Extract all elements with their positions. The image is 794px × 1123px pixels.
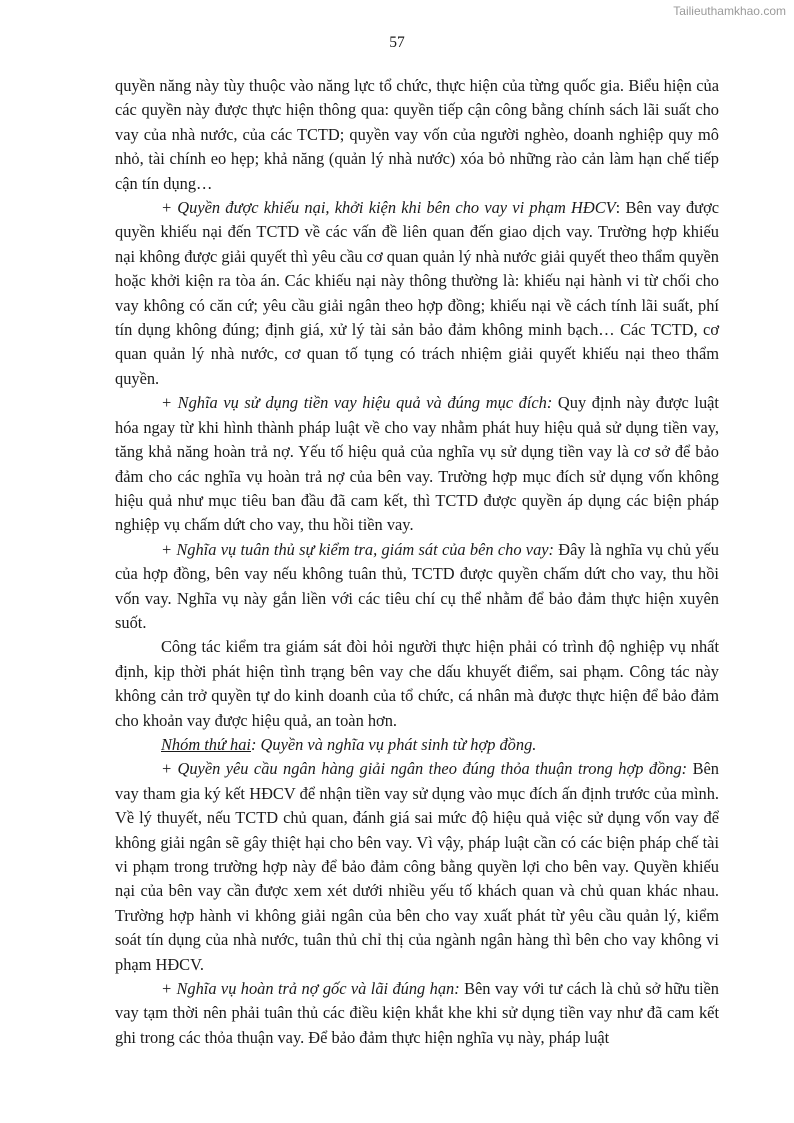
document-body [115, 74, 719, 1050]
paragraph-7 [115, 757, 719, 977]
paragraph-3 [115, 391, 719, 537]
watermark: Tailieuthamkhao.com [673, 4, 786, 18]
paragraph-3-heading: + Nghĩa vụ sử dụng tiền vay hiệu quả và đúng mục đích: [161, 393, 553, 413]
section-label: Nhóm thứ hai [161, 734, 251, 754]
paragraph-2-heading: + Quyền được khiếu nại, khởi kiện khi bên cho vay vi phạm HĐCV [161, 198, 616, 218]
paragraph-1: quyền năng này tùy thuộc vào năng lực tổ chức, thực hiện của từng quốc gia. Biểu hiện của các quyền này được thực hiện thông qua: quyền tiếp cận công bằng chính sách lãi suất cho vay của nhà nước, của các TCTD; quyền vay vốn của người nghèo, doanh nghiệp quy mô nhỏ, tài chính eo hẹp; khả năng (quản lý nhà nước) xóa bỏ những rào cản làm hạn chế tiếp cận tín dụng… [115, 76, 719, 193]
paragraph-2 [115, 196, 719, 391]
paragraph-7-heading: + Quyền yêu cầu ngân hàng giải ngân theo đúng thỏa thuận trong hợp đồng: [161, 759, 688, 779]
paragraph-3-text: Quy định này được luật hóa ngay từ khi hình thành pháp luật về cho vay nhằm phát huy hiệu quả sử dụng tiền vay, tăng khả năng hoàn trả nợ. Yếu tố hiệu quả của nghĩa vụ sử dụng tiền vay là cơ sở để bảo đảm cho các nghĩa vụ hoàn trả nợ của bên vay. Trường hợp mục đích sử dụng vốn không hiệu quả như mục tiêu ban đầu đã cam kết, thì TCTD được quyền áp dụng các biện pháp nghiệp vụ chấm dứt cho vay, thu hồi tiền vay. [115, 393, 719, 535]
paragraph-4-heading: + Nghĩa vụ tuân thủ sự kiểm tra, giám sát của bên cho vay: [161, 539, 554, 559]
section-heading [115, 733, 719, 757]
section-title: : Quyền và nghĩa vụ phát sinh từ hợp đồng. [251, 734, 537, 754]
paragraph-5: Công tác kiểm tra giám sát đòi hỏi người thực hiện phải có trình độ nghiệp vụ nhất định, kịp thời phát hiện tình trạng bên vay che dấu khuyết điểm, sai phạm. Công tác này không cản trở quyền tự do kinh doanh của tổ chức, cá nhân mà được thực hiện để bảo đảm cho khoản vay được hiệu quả, an toàn hơn. [115, 637, 719, 730]
paragraph-4-text: Đây là nghĩa vụ chủ yếu của hợp đồng, bên vay nếu không tuân thủ, TCTD được quyền chấm dứt cho vay, thu hồi vốn vay. Nghĩa vụ này gắn liền với các tiêu chí cụ thể nhằm để bảo đảm thực hiện xuyên suốt. [115, 539, 719, 632]
paragraph-8-heading: + Nghĩa vụ hoàn trả nợ gốc và lãi đúng hạn: [161, 979, 460, 999]
paragraph-8-text: Bên vay với tư cách là chủ sở hữu tiền vay tạm thời nên phải tuân thủ các điều kiện khắt khe khi sử dụng tiền vay như đã cam kết ghi trong các thỏa thuận vay. Để bảo đảm thực hiện nghĩa vụ này, pháp luật [115, 979, 720, 1047]
paragraph-7-text: Bên vay tham gia ký kết HĐCV để nhận tiền vay sử dụng vào mục đích ấn định trước của mình. Về lý thuyết, nếu TCTD chủ quan, đánh giá sai mức độ hiệu quả việc sử dụng vốn vay để không giải ngân sẽ gây thiệt hại cho bên vay. Vì vậy, pháp luật cần có các biện pháp chế tài vi phạm trong trường hợp này để bảo đảm công bằng quyền lợi cho bên vay. Quyền khiếu nại của bên vay cần được xem xét dưới nhiều yếu tố khách quan và chủ quan khác nhau. Trường hợp hành vi không giải ngân của bên cho vay xuất phát từ yêu cầu quản lý, kiểm soát tín dụng của nhà nước, tuân thủ chỉ thị của ngành ngân hàng thì bên cho vay không vi phạm HĐCV. [115, 759, 719, 974]
page-number: 57 [389, 34, 405, 51]
paragraph-4 [115, 538, 719, 636]
paragraph-8 [115, 977, 719, 1050]
paragraph-2-text: : Bên vay được quyền khiếu nại đến TCTD về các vấn đề liên quan đến giao dịch vay. Trường hợp khiếu nại không được giải quyết thì yêu cầu cơ quan quản lý nhà nước giải quyết theo thẩm quyền hoặc khởi kiện ra tòa án. Các khiếu nại này thông thường là: khiếu nại hành vi từ chối cho vay không có căn cứ; yêu cầu giải ngân theo hợp đồng; khiếu nại về cách tính lãi suất, phí tín dụng không đúng; định giá, xử lý tài sản bảo đảm không minh bạch… Các TCTD, cơ quan quản lý nhà nước, cơ quan tố tụng có trách nhiệm giải quyết khiếu nại theo thẩm quyền. [115, 198, 720, 388]
